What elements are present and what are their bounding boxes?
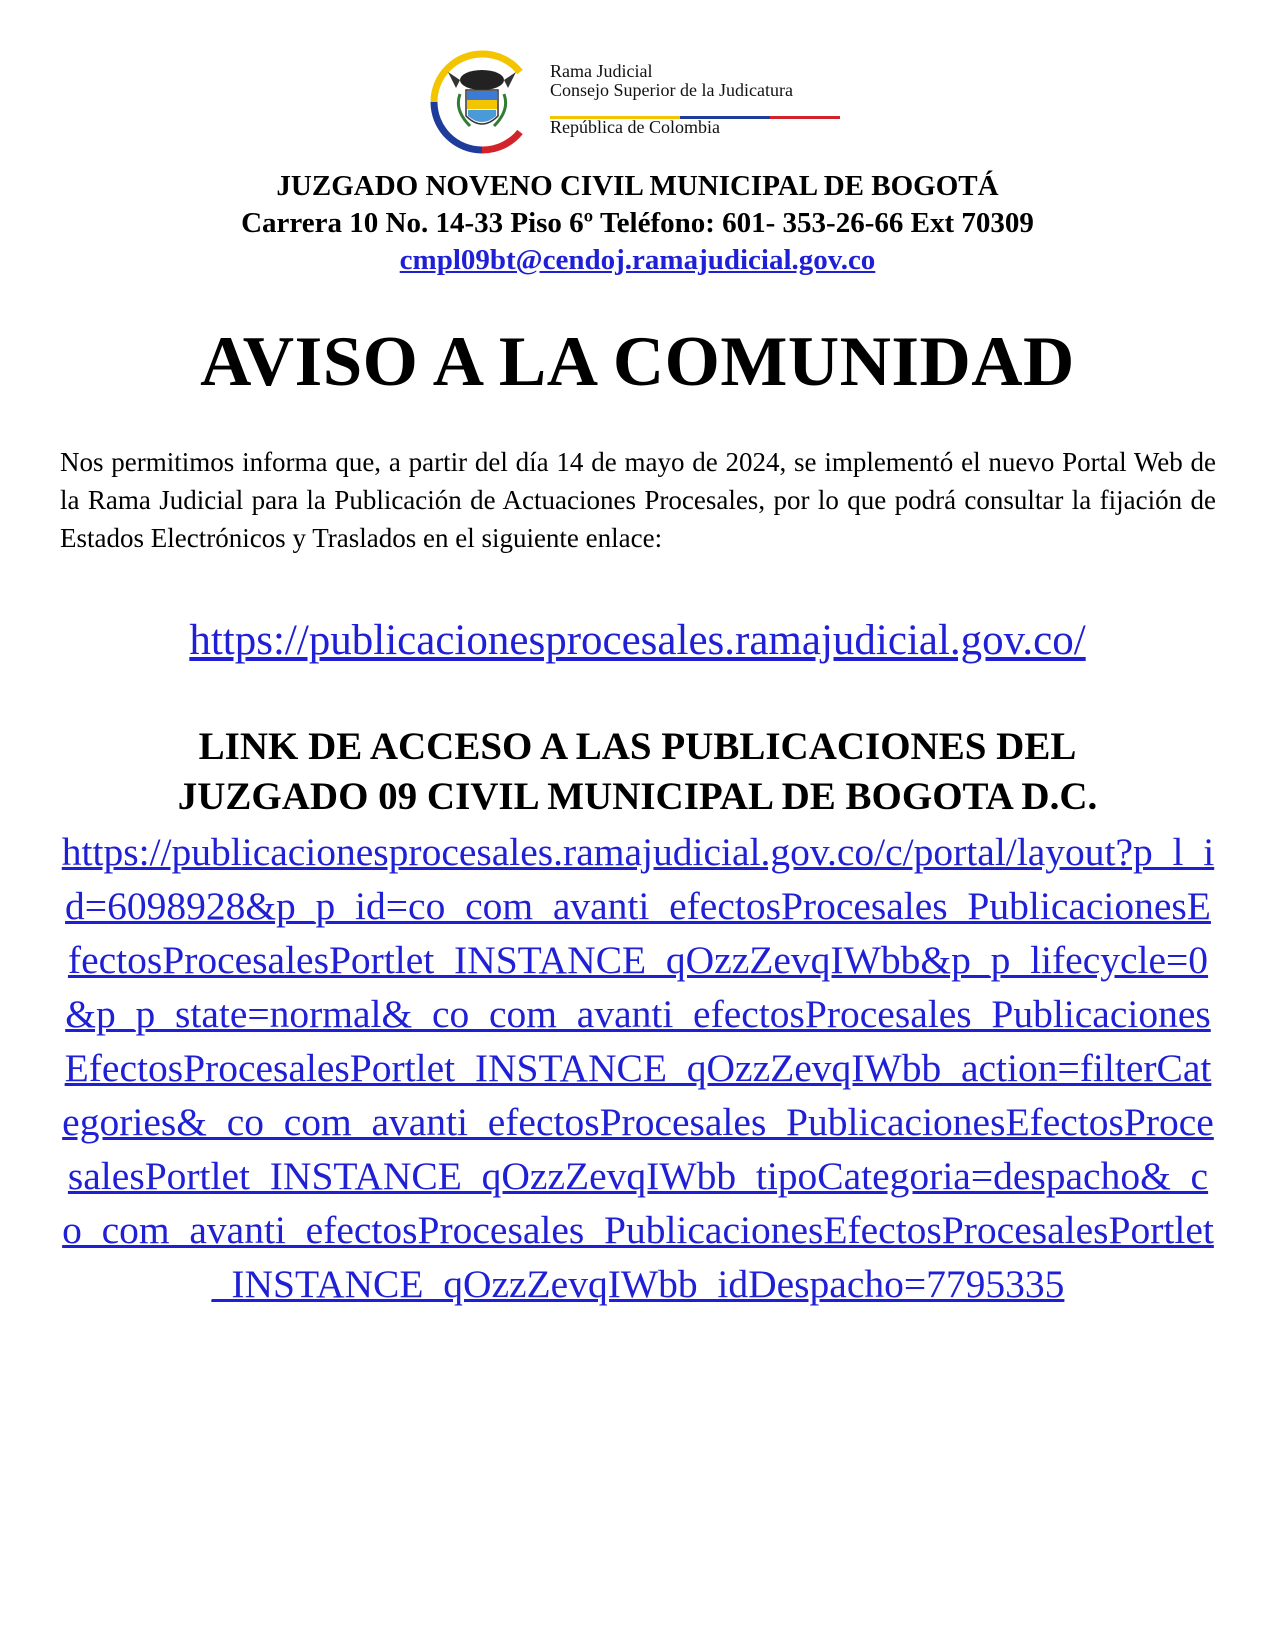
portal-link-wrapper [0,615,1275,667]
coat-of-arms-seal-icon [430,50,534,154]
court-email-link[interactable]: cmpl09bt@cendoj.ramajudicial.gov.co [399,244,876,276]
tricolor-rule [550,106,840,109]
court-name: JUZGADO NOVENO CIVIL MUNICIPAL DE BOGOTÁ [276,170,999,202]
portal-url-link[interactable]: https://publicacionesprocesales.ramajudicial.gov.co/ [189,617,1086,664]
notice-paragraph: Nos permitimos informa que, a partir del día 14 de mayo de 2024, se implementó el nuevo Portal Web de la Rama Judicial para la Publicación de Actuaciones Procesales, por lo que podrá consultar la fijación de Estados Electrónicos y Traslados en el siguiente enlace: [60,447,1216,553]
logo-line-republica: República de Colombia [550,117,720,137]
link-heading-line-2: JUZGADO 09 CIVIL MUNICIPAL DE BOGOTA D.C. [177,775,1098,818]
access-link-wrapper [60,825,1216,1311]
rama-judicial-logo [430,50,850,150]
court-address: Carrera 10 No. 14-33 Piso 6º Teléfono: 601- 353-26-66 Ext 70309 [241,207,1034,239]
page-title: AVISO A LA COMUNIDAD [200,323,1075,401]
link-heading [0,722,1275,822]
logo-line-consejo: Consejo Superior de la Judicatura [550,80,793,100]
access-url-link[interactable]: https://publicacionesprocesales.ramajudicial.gov.co/c/portal/layout?p_l_id=6098928&p_p_id=co_com_avanti_efectosProcesales_PublicacionesEfectosProcesalesPortlet_INSTANCE_qOzzZevqIWbb&p_p_lifecycle=0&p_p_state=normal&_co_com_avanti_efectosProcesales_PublicacionesEfectosProcesalesPortlet_INSTANCE_qOzzZevqIWbb_action=filterCategories&_co_com_avanti_efectosProcesales_PublicacionesEfectosProcesalesPortlet_INSTANCE_qOzzZevqIWbb_tipoCategoria=despacho&_co_com_avanti_efectosProcesales_PublicacionesEfectosProcesalesPortlet_INSTANCE_qOzzZevqIWbb_idDespacho=7795335 [61,830,1215,1306]
court-header [0,168,1275,279]
logo-text [550,62,793,100]
link-heading-line-1: LINK DE ACCESO A LAS PUBLICACIONES DEL [198,725,1077,768]
logo-line-rama: Rama Judicial [550,61,653,81]
